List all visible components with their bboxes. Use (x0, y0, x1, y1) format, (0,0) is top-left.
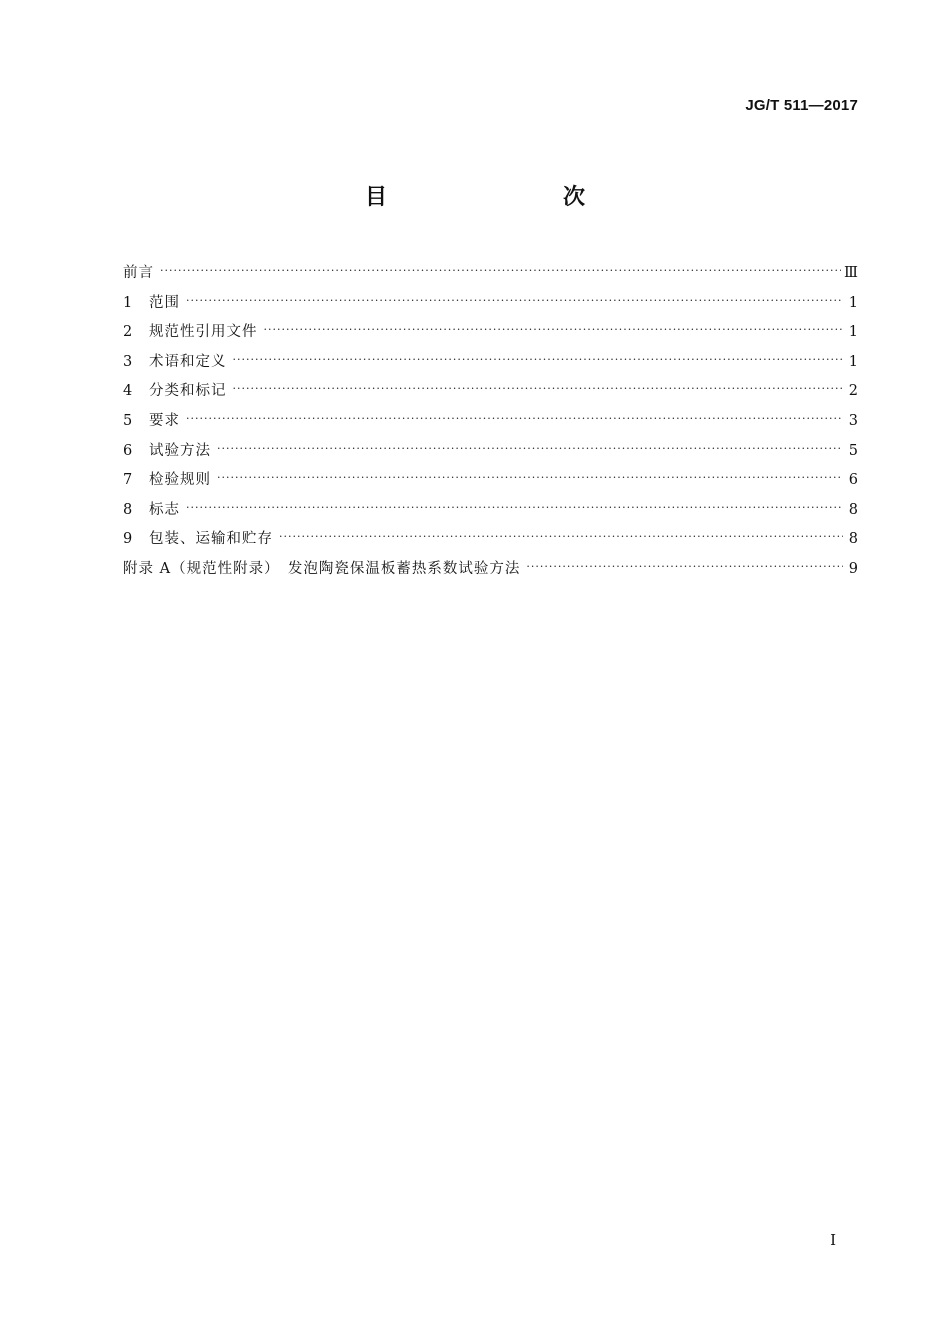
dot-leader (279, 522, 843, 552)
toc-entry-page: 5 (848, 442, 858, 459)
toc-entry-number: 4 (123, 383, 133, 400)
toc-entry-number: 3 (123, 353, 133, 370)
toc-entry-number: 1 (123, 294, 133, 311)
toc-entry-page: 6 (848, 472, 858, 489)
dot-leader (186, 286, 843, 316)
toc-entry-label: 附录 A（规范性附录） 发泡陶瓷保温板蓄热系数试验方法 (123, 560, 521, 577)
toc-entry-number: 5 (123, 412, 133, 429)
toc-entry-number: 8 (123, 501, 133, 518)
toc-entry-7[interactable] (123, 466, 858, 496)
dot-leader (186, 493, 843, 523)
toc-entry-6[interactable] (123, 437, 858, 467)
toc-entry-8[interactable] (123, 496, 858, 526)
toc-entry-label: 包装、运输和贮存 (149, 531, 273, 548)
dot-leader (217, 434, 843, 464)
toc-entry-label: 试验方法 (149, 442, 211, 459)
toc-entry-page: 1 (848, 353, 858, 370)
toc-entry-label: 标志 (149, 501, 180, 518)
toc-entry-page: 2 (848, 383, 858, 400)
toc-entry-number: 2 (123, 324, 133, 341)
toc-entry-foreword[interactable] (123, 259, 858, 289)
dot-leader (186, 404, 843, 434)
toc-entry-label: 前言 (123, 265, 154, 281)
toc-entry-label: 术语和定义 (149, 353, 227, 370)
page-number: I (830, 1231, 836, 1249)
toc-entry-9[interactable] (123, 525, 858, 555)
page-title: 目 次 (364, 185, 629, 210)
toc-entry-2[interactable] (123, 318, 858, 348)
table-of-contents (123, 259, 858, 585)
toc-entry-page: 1 (848, 324, 858, 341)
toc-entry-page: 3 (848, 412, 858, 429)
toc-entry-5[interactable] (123, 407, 858, 437)
toc-entry-4[interactable] (123, 377, 858, 407)
dot-leader (233, 374, 844, 404)
toc-entry-label: 规范性引用文件 (149, 324, 258, 341)
dot-leader (217, 463, 843, 493)
toc-entry-1[interactable] (123, 289, 858, 319)
dot-leader (233, 345, 844, 375)
toc-entry-label: 检验规则 (149, 472, 211, 489)
toc-entry-page: 1 (848, 294, 858, 311)
toc-entry-label: 范围 (149, 294, 180, 311)
toc-entry-page: Ⅲ (844, 265, 858, 281)
toc-entry-page: 9 (848, 560, 858, 577)
dot-leader (264, 315, 844, 345)
toc-entry-3[interactable] (123, 348, 858, 378)
dot-leader (160, 256, 841, 286)
document-code: JG/T 511—2017 (745, 97, 858, 114)
toc-entry-appendix-a[interactable] (123, 555, 858, 585)
toc-entry-number: 6 (123, 442, 133, 459)
toc-entry-page: 8 (848, 531, 858, 548)
toc-entry-number: 9 (123, 531, 133, 548)
toc-entry-page: 8 (848, 501, 858, 518)
toc-entry-label: 要求 (149, 412, 180, 429)
toc-entry-number: 7 (123, 472, 133, 489)
toc-entry-label: 分类和标记 (149, 383, 227, 400)
dot-leader (526, 552, 843, 582)
